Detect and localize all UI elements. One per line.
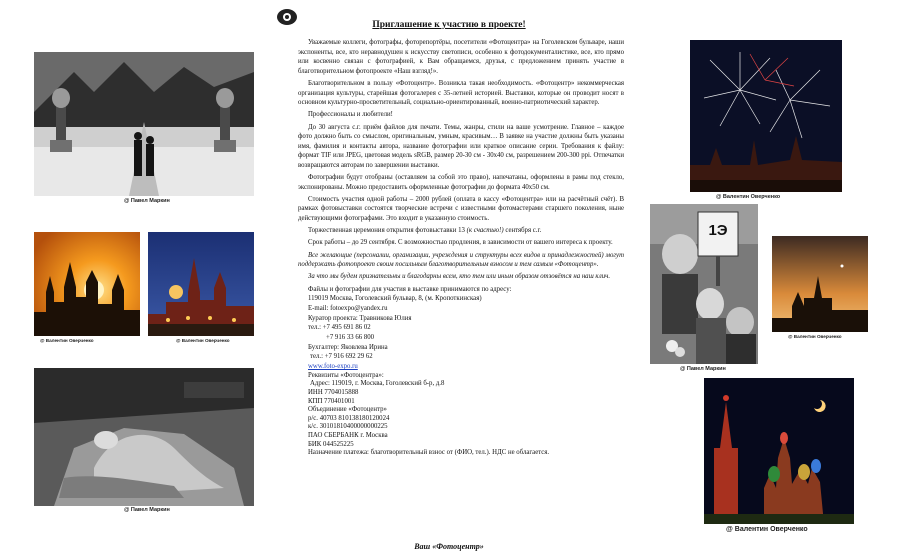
- requisites-kpp: КПП 770401001: [308, 397, 355, 405]
- opening-date: сентября с.г.: [503, 227, 542, 235]
- photo-children-parade: [650, 204, 758, 364]
- requisites-heading: Реквизиты «Фотоцентра»:: [308, 371, 384, 379]
- page-title: Приглашение к участию в проекте!: [372, 20, 526, 30]
- photo-church-dusk: [772, 236, 868, 332]
- signature: Ваш «Фотоцентр»: [414, 542, 484, 551]
- requisites-address: Адрес: 119019, г. Москва, Гоголевский б-р, д.8: [310, 380, 445, 388]
- requisites-bik: БИК 044525225: [308, 440, 354, 448]
- paragraph: Срок работы – до 29 сентября. С возможностью продления, в зависимости от вашего интереса к проекту.: [308, 239, 613, 247]
- photo-credit: @ Валентин Оверченко: [176, 338, 230, 343]
- photo-sculpture-lying: [34, 368, 254, 506]
- photo-st-basils-night: [704, 378, 854, 524]
- photo-red-square-night: [148, 232, 254, 336]
- contact-phone: +7 916 33 66 800: [326, 334, 375, 341]
- paragraph: Стоимость участия одной работы – 2000 рублей (оплата в кассу «Фотоцентра» или на расчётный счёт). В рамках фотовыставки состоятся творческие встречи с известными фотомастерами старшего поколения, ныне действующими фотографами. Это входит в указанную стоимость.: [298, 195, 624, 223]
- requisites-rs: р/с. 40703 810138180120024: [308, 414, 390, 422]
- letter-body: [298, 38, 624, 458]
- requisites-inn: ИНН 7704015888: [308, 389, 359, 396]
- opening-note: (к счастью!): [466, 227, 504, 235]
- paragraph: Файлы и фотографии для участия в выставке принимаются по адресу:: [308, 285, 512, 293]
- photo-fireworks-kremlin: [690, 40, 842, 192]
- photo-credit: @ Павел Маркин: [124, 507, 170, 513]
- sign-card-label: 1Э: [708, 222, 728, 239]
- photo-credit: @ Валентин Оверченко: [788, 334, 842, 339]
- photo-winter-park: [34, 52, 254, 196]
- photo-credit: @ Валентин Оверченко: [726, 526, 808, 533]
- photo-credit: @ Валентин Оверченко: [40, 338, 94, 343]
- paragraph: Профессионалы и любители!: [308, 111, 393, 119]
- contact-phone: тел.: +7 495 691 86 02: [308, 324, 371, 332]
- paragraph: До 30 августа с.г. приём файлов для печати. Темы, жанры, стили на ваше усмотрение. Главное – каждое фото должно быть со смыслом, оригинальным, умным, красивым… В заявке на участие должны быть указаны имя, фамилия и контакты автора, название фотографии или краткое описание серии. Требования к файлу: формат TIF или JPEG, цветовая модель sRGB, размер 20-30 см - 30x40 см, разрешением 200-300 ppi. Отпечатки возвращаются авторам по завершении выставки.: [298, 123, 624, 169]
- paragraph: Все желающие (персоналии, организации, учреждения и структуры всех видов и принадлежностей) могут поддержать фотопроект своим посильным благотворительным взносом и тем самым «Фотоцентр».: [298, 251, 624, 269]
- photo-church-sunset: [34, 232, 140, 336]
- invitation-letter: [272, 6, 626, 556]
- requisites-purpose: Назначение платежа: благотворительный взнос от (ФИО, тел.). НДС не облагается.: [308, 449, 550, 457]
- contact-email[interactable]: E-mail: fotoexpo@yandex.ru: [308, 304, 388, 312]
- requisites-org: Объединение «Фотоцентр»: [308, 406, 387, 414]
- photo-credit: @ Валентин Оверченко: [716, 194, 781, 200]
- paragraph: Фотографии будут отобраны (оставляем за собой это право), напечатаны, оформлены в рамы под стекло, экспонированы. Можно предоставить оформленные фотографии до формата 40x50 см.: [298, 174, 624, 191]
- website-link[interactable]: www.foto-expo.ru: [308, 363, 358, 371]
- paragraph: [298, 226, 624, 236]
- contact-curator: Куратор проекта: Травникова Юлия: [308, 314, 412, 322]
- paragraph: За что мы будем признательны и благодарны всем, кто тем или иным образом отзовётся на наш клич.: [308, 273, 611, 281]
- opening-text: Торжественная церемония открытия фотовыставки 13: [308, 227, 467, 235]
- photo-credit: @ Павел Маркин: [124, 198, 170, 204]
- paragraph: Уважаемые коллеги, фотографы, фоторепортёры, посетители «Фотоцентра» на Гоголевском бульваре, наши экспоненты, все, кто неравнодушен к искусству светописи, особенно к фотодокументалистике, все, кто прямо или косвенно связан с фотографией, к Вам обращаемся, друзья, с предложением принять участие в благотворительном фотопроекте «Наш взгляд!».: [298, 39, 624, 75]
- requisites-bank: ПАО СБЕРБАНК г. Москва: [308, 431, 388, 439]
- paragraph: Благотворительном в пользу «Фотоцентр». Возникла такая необходимость. «Фотоцентр» некоммерческая организация культуры, старейшая фотогалерея с 35-летней историей. Выставки, которые он проводит носят в основном культурно-просветительный, социально-ориентированный, военно-патриотический характер.: [298, 79, 624, 107]
- contact-accountant: Бухгалтер: Яковлева Ирина: [308, 343, 388, 351]
- contact-address: 119019 Москва, Гоголевский бульвар, 8, (м. Кропоткинская): [308, 295, 482, 303]
- contact-phone: тел.: +7 916 692 29 62: [310, 353, 373, 361]
- photo-credit: @ Павел Маркин: [680, 366, 726, 372]
- requisites-ks: к/с. 30101810400000000225: [308, 423, 388, 431]
